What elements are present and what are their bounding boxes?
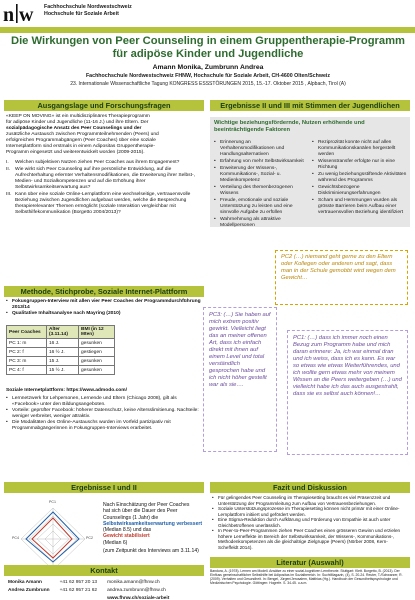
- quote-pc3: PC3: (…) Sie haben auf mich extrem positiv gewirkt. Vielleicht liegt das an meiner offenen Art, dass ich einfach direkt mit ihnen auf einem Level und total verständlich gesprochen habe und ich nicht höher gestellt war als sie….: [203, 307, 277, 452]
- peer-coach-table: [6, 325, 115, 375]
- factor-text: Verteilung des themenbezogenen Wissens: [220, 185, 293, 196]
- factor-text: Erfahrung von mehr Selbstwirksamkeit: [220, 159, 304, 164]
- highlight-selfefficacy: Selbstwirksamkeitserwartung verbessert: [103, 520, 203, 527]
- platform-bullets: [6, 396, 202, 432]
- table-cell: gesunken: [79, 366, 115, 375]
- literature-text: Bandura, A. (1978). Lernen am Modell. Ansätze zu einer sozial-kognitiven Lerntheorie. Stuttgart: Klett. Borgetto, B. (2013). Der Einfluss gemeinschaftlicher Selbsthilfe bei Adipositas im Sozialbereich. In: SuchtMagazin, (4), S. 20-24. Reuter, T./Schwarzer, R. (2009). Verhalten und Gesundheit. In: Bengel, Jürgen/Jerusalem, Matthias (Hg.). Handbuch der Gesundheitspsychologie und Medizinischen Psychologie. Göttingen: Hogrefe. S. 34-45. u.a.m.: [210, 569, 403, 586]
- contact-name: Andrea Zumbrunn: [8, 587, 50, 593]
- table-row: [7, 348, 115, 357]
- bullet-item: • Fokusgruppen-Interview mit allen vier Peer Coaches der Programmdurchführung 2013/14: [6, 299, 201, 310]
- factor-text: Wahrnehmung als attraktive Modellpersonen: [220, 217, 281, 228]
- table-cell: 16 J.: [47, 339, 79, 348]
- factor-item: • Verteilung des themenbezogenen Wissens: [214, 185, 306, 197]
- factor-text: Gewichtsbezogene Diskriminierungserfahrungen: [318, 185, 381, 196]
- table-cell: 15 ½ J.: [47, 366, 79, 375]
- methode-bullets: [6, 299, 202, 317]
- section-literatur: Literatur (Auswahl): [210, 557, 410, 568]
- factor-item: • Erfahrung von mehr Selbstwirksamkeit: [214, 159, 304, 164]
- table-row: [7, 366, 115, 375]
- affiliation: Fachhochschule Nordwestschweiz FHNW, Hochschule für Soziale Arbeit, CH-4600 Olten/Schweiz: [85, 73, 331, 79]
- factor-text: Erinnerung an Verhaltensmodifikationen und Handlungsalternativen: [220, 140, 285, 157]
- table-cell: gestiegen: [79, 348, 115, 357]
- ausgangslage-intro: [6, 114, 202, 156]
- bullet-text: Für gelingendes Peer Counseling im Therapiesetting braucht es viel Präsenzzeit und Unterstützung der Programmleitung zum Aufbau von Vertrauensbeziehungen.: [218, 495, 391, 506]
- bullet-item: • In Peer-to-Peer-Programmen ziehen Peer Coaches einen grösseren Gewinn und erzielen höhere Lerneffekte im Bereich der Selbstwirksamkeit, der Wissens-, Kommunikations-, Methodenkompetenzen als die gleichaltrige Zielgruppe (Peers) (Nörber 2008, Kern-Scheffeldt 2014).: [212, 528, 408, 550]
- ergebnis-line: Counselings (1 Jahr) die: [103, 514, 159, 521]
- factor-item: • Wissenstransfer erfolgte nur in eine Richtung: [312, 159, 408, 171]
- intro-line: «KEEP ON MOVING» ist ein multidisziplinäres Therapieprogramm: [6, 114, 150, 119]
- table-cell: PC 3: m: [7, 357, 47, 366]
- table-header-row: [7, 326, 115, 339]
- factor-text: Zu wenig beziehungsstiftende Aktivitäten während des Programms: [318, 172, 407, 183]
- question-text: Welchen subjektiven Nutzen ziehen Peer Coaches aus ihrem Engagement?: [15, 160, 180, 165]
- question-item: [6, 160, 202, 166]
- contact-row: [8, 596, 177, 600]
- contact-phone: +41 62 957 21 62: [59, 587, 98, 593]
- intro-line: erfolgreichen Programmabgängern (Peer Coaches) über eine soziale: [6, 138, 156, 143]
- bullet-item: • Eine Stigma-Reduktion durch Aufklärung und Förderung von Empathie ist auch unter Gleichbetroffenen unerlässlich.: [212, 517, 408, 528]
- factor-item: • Wahrnehmung als attraktive Modellpersonen: [214, 217, 306, 229]
- bullet-text: Die Modalitäten des Online-Austauschs wurden im Vorfeld partizipativ mit Programmabgängerinnen in Fokusgruppen-Interviews erarbeitet.: [12, 420, 171, 431]
- contact-name: Monika Amann: [8, 580, 42, 585]
- intro-line: zusätzliche Austausch zwischen Programmteilnehmenden (Peers) und: [6, 132, 159, 137]
- bullet-text: Fokusgruppen-Interview mit allen vier Peer Coaches der Programmdurchführung 2013/14: [12, 299, 201, 310]
- bullet-item: • Die Modalitäten des Online-Austauschs wurden im Vorfeld partizipativ mit Programmabgängerinnen in Fokusgruppen-Interviews erarbeitet.: [6, 420, 202, 432]
- factor-text: Freude, emotionale und soziale Unterstützung zu leisten und eine sinnvolle Aufgabe zu erfüllen: [220, 198, 293, 215]
- highlight-weight: Gewicht stabilisiert: [103, 533, 150, 540]
- svg-text:w: w: [19, 4, 34, 25]
- bullet-item: • Qualitative Inhaltsanalyse nach Mayring (2010): [6, 311, 121, 316]
- question-number: I.: [6, 160, 9, 165]
- bullet-item: • Soziale Unterstützungsprozesse im Therapiesetting können nicht primär mit einer Online-Lernplattform initiiert und gefördert werden.: [212, 506, 408, 517]
- conference: 23. Internationale Wissenschaftliche Tagung KONGRESS ESSSTÖRUNGEN 2015, 15.-17. Oktober 2015 , Alpbach, Tirol (A): [70, 81, 346, 87]
- ergebnis-mid: (Median 8.5) und das: [103, 527, 152, 534]
- bullet-text: Lernnetzwerk für Lehpersonen, Lernende und Eltern (Chicago 2008), gilt als «Facebook» unter den Bildungsangeboten.: [12, 396, 177, 407]
- intro-line: Internetplattform sind erstmals in einem Adipositas Gruppentherapie-: [6, 144, 155, 149]
- svg-text:n: n: [3, 4, 15, 25]
- negative-factors: [312, 140, 408, 217]
- table-row: [7, 339, 115, 348]
- research-questions: [6, 160, 202, 217]
- section-ergebnis-1: Ergebnisse I und II: [4, 482, 204, 493]
- platform-url: Soziale Internetplattform: https://www.admodo.com/: [6, 388, 128, 393]
- contact-email[interactable]: monika.amann@fhnw.ch: [107, 580, 160, 585]
- authors: Amann Monika, Zumbrunn Andrea: [152, 64, 264, 71]
- intro-line: für adipöse Kinder und Jugendliche (11-16 J.) und ihre Eltern. Der: [6, 120, 149, 125]
- question-number: III.: [6, 192, 12, 197]
- fazit-bullets: [212, 495, 408, 550]
- ergebnis-line: Nach Einschätzung der Peer Coaches: [103, 502, 190, 508]
- table-header: Alter (3.11.14): [47, 326, 79, 339]
- question-item: [6, 167, 202, 191]
- quote-pc2: PC2 (…) niemand geht gerne zu den Eltern oder Kollegen oder anderen und sagt, dass man in der Schule gemobbt wird wegen dem Gewicht…: [275, 250, 408, 305]
- bullet-item: • Für gelingendes Peer Counseling im Therapiesetting braucht es viel Präsenzzeit und Unterstützung der Programmleitung zum Aufbau von Vertrauensbeziehungen.: [212, 495, 408, 506]
- bullet-text: Qualitative Inhaltsanalyse nach Mayring (2010): [12, 311, 121, 316]
- question-text: Wie wirkt sich Peer Counseling auf ihre persönliche Entwicklung, auf die Aufrechterhaltung erlernter Verhaltensmodifikationen, die Erweiterung ihrer Selbst-, Medien- und Sozialkompetenzen und auf die Erhöhung ihrer Selbstwirksamkeitserwartung aus?: [15, 167, 195, 190]
- factor-text: Reziprozität konnte nicht auf allen Kommunikationskanälen hergestellt werden: [318, 140, 396, 157]
- question-text: Kann über eine soziale Online-Lernplattform eine wechselseitige, vertrauensvolle Beziehung zwischen Jugendlichen aufgebaut werden, welche die Besprechung therapierelevanter Themen ermöglicht (soziale Interaktion vergleichbar mit Selbsthilfekommunikation (Borgetto 2004/2013)?: [15, 192, 191, 215]
- ergebnis-line: hat sich über die Dauer des Peer: [103, 508, 178, 515]
- table-cell: PC 2: f: [7, 348, 47, 357]
- contact-table: [6, 578, 179, 600]
- contact-row: [8, 580, 177, 586]
- contact-row: [8, 588, 177, 594]
- fhnw-logo: [3, 2, 43, 25]
- table-cell: gesunken: [79, 357, 115, 366]
- factor-item: • Erweiterung der Wissens-, Kommunikations-, Sozial- u. Medienkompetenz: [214, 166, 306, 184]
- intro-line: Programm eingesetzt und weiterentwickelt worden (2009-2015).: [6, 150, 145, 155]
- ergebnis1-text: [103, 502, 203, 554]
- factor-item: • Reziprozität konnte nicht auf allen Kommunikationskanälen hergestellt werden: [312, 140, 408, 158]
- bullet-text: In Peer-to-Peer-Programmen ziehen Peer Coaches einen grösseren Gewinn und erzielen höhere Lerneffekte im Bereich der Selbstwirksamkeit, der Wissens-, Kommunikations-, Methodenkompetenzen als die gleichaltrige Zielgruppe (Peers) (Nörber 2008, Kern-Scheffeldt 2014).: [218, 528, 401, 550]
- poster-title: Die Wirkungen von Peer Counseling in einem Gruppentherapie-Programm für adipöse Kinder und Jugendliche: [10, 35, 405, 60]
- quote-pc1: PC1: (…) dass ich immer noch einen Bezug zum Programm habe und mich daran erinnere: Ja, ich war einmal dran und ich weiss, dass ich es kann. Es war so etwas wie etwas Weiterführendes, und ich wollte gern etwas mehr von meinem Wissen an die Peers weitergeben (…) und vielleicht habe ich das auch ausgestrahlt, dass sie es selbst auch können!…: [287, 330, 408, 455]
- radar-label: PC1: [49, 500, 56, 504]
- bullet-text: Vorteile: geprüfter Facebook: höherer Datenschutz, keine Altersslimitierung. Nachteile: weniger verbreitet, weniger attraktiv.: [12, 408, 199, 419]
- bullet-item: • Lernnetzwerk für Lehpersonen, Lernende und Eltern (Chicago 2008), gilt als «Facebook» unter den Bildungsangeboten.: [6, 396, 202, 408]
- school-line-1: Fachhochschule Nordwestschweiz: [44, 4, 132, 10]
- section-ausgangslage: Ausgangslage und Forschungsfragen: [4, 100, 204, 111]
- section-fazit: Fazit und Diskussion: [210, 482, 410, 493]
- bullet-text: Soziale Unterstützungsprozesse im Therapiesetting können nicht primär mit einer Online-Lernplattform initiiert und gefördert werden.: [218, 506, 400, 517]
- poster-header: [0, 0, 415, 27]
- table-cell: 16 ½ J.: [47, 348, 79, 357]
- factor-text: Erweiterung der Wissens-, Kommunikations-, Sozial- u. Medienkompetenz: [220, 166, 281, 183]
- table-cell: gesunken: [79, 339, 115, 348]
- factor-item: • Freude, emotionale und soziale Unterstützung zu leisten und eine sinnvolle Aufgabe zu erfüllen: [214, 198, 306, 216]
- contact-phone: +41 62 957 20 13: [59, 580, 98, 585]
- radar-label: PC4: [12, 536, 19, 540]
- ergebnis-note: (zum Zeitpunkt des Interviews am 3.11.14): [103, 548, 199, 555]
- section-kontakt: Kontakt: [4, 565, 204, 576]
- table-row: [7, 357, 115, 366]
- factor-item: • Scham und Hemmungen wurden als grösste Barrieren beim Aufbau einer vertrauensvollen Beziehung identifiziert: [312, 198, 408, 216]
- factor-text: Wissenstransfer erfolgte nur in eine Richtung: [318, 159, 395, 170]
- intro-line: sozialpädagogische Ansatz des Peer Counselings und der: [6, 126, 142, 131]
- question-item: [6, 192, 202, 216]
- ergebnis-tail: (Median 6): [103, 539, 128, 546]
- factor-text: Scham und Hemmungen wurden als grösste Barrieren beim Aufbau einer vertrauensvollen Beziehung identifiziert: [318, 198, 404, 215]
- green-band: [0, 27, 415, 33]
- factor-item: • Zu wenig beziehungsstiftende Aktivitäten während des Programms: [312, 172, 407, 183]
- positive-factors: [214, 140, 306, 230]
- question-number: II.: [6, 167, 11, 172]
- radar-label: PC2: [86, 536, 93, 540]
- contact-phone: [60, 596, 105, 600]
- table-header: Peer Coaches: [7, 326, 47, 339]
- factor-item: • Gewichtsbezogene Diskriminierungserfahrungen: [312, 185, 408, 197]
- table-header: BMI (in 12 Mten): [79, 326, 115, 339]
- contact-email[interactable]: andrea.zumbrunn@fhnw.ch: [107, 587, 166, 593]
- table-cell: 15 J.: [47, 357, 79, 366]
- section-methode: Methode, Stichprobe, Soziale Internet-Plattform: [4, 286, 204, 297]
- factor-item: • Erinnerung an Verhaltensmodifikationen und Handlungsalternativen: [214, 140, 306, 158]
- contact-website[interactable]: www.fhnw.ch/soziale-arbeit: [107, 595, 170, 600]
- bullet-text: Eine Stigma-Reduktion durch Aufklärung und Förderung von Empathie ist auch unter Gleichbetroffenen unerlässlich.: [218, 517, 391, 528]
- table-cell: PC 4: f: [7, 366, 47, 375]
- bullet-item: • Vorteile: geprüfter Facebook: höherer Datenschutz, keine Altersslimitierung. Nachteile: weniger verbreitet, weniger attraktiv.: [6, 408, 202, 420]
- school-line-2: Hochschule für Soziale Arbeit: [44, 10, 119, 17]
- contact-name: [8, 596, 58, 600]
- school-name: [44, 4, 132, 17]
- factors-title: Wichtige beziehungsfördernde, Nutzen erhöhende und beeinträchtigende Faktoren: [214, 120, 365, 133]
- table-cell: PC 1: m: [7, 339, 47, 348]
- section-ergebnis-2-3: Ergebnisse II und III mit Stimmen der Jugendlichen: [210, 100, 410, 111]
